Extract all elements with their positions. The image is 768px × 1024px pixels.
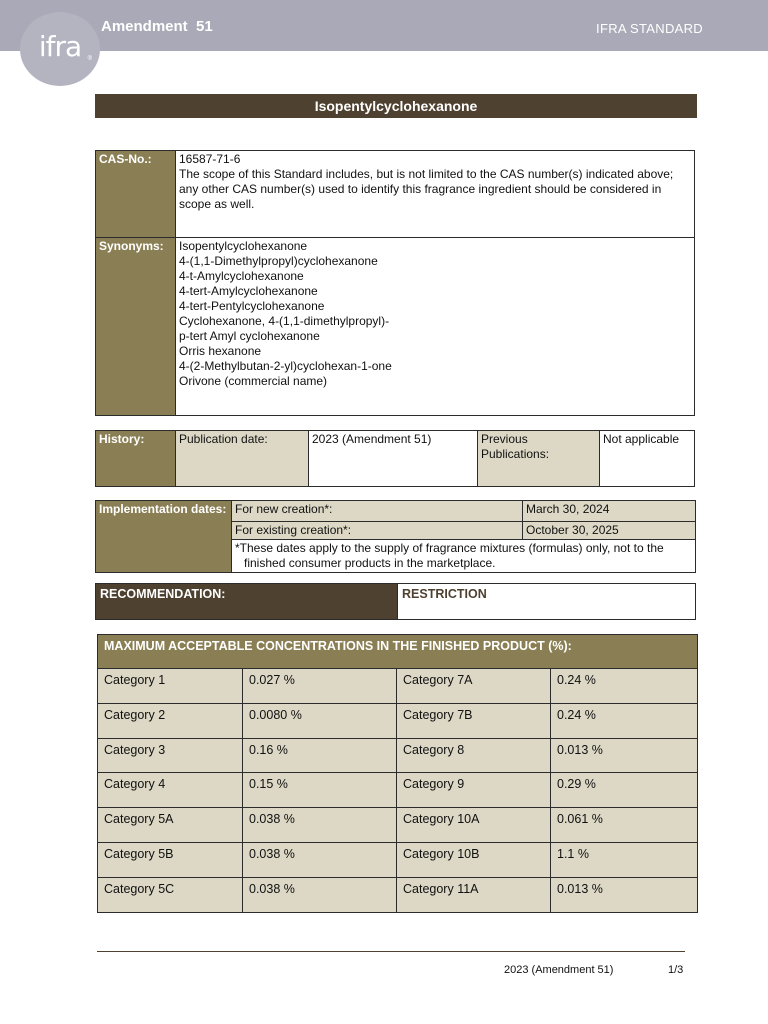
synonym-item: Cyclohexanone, 4-(1,1-dimethylpropyl)- (179, 314, 390, 328)
category-name: Category 1 (98, 669, 243, 704)
new-creation-label: For new creation*: (232, 501, 523, 522)
history-label: History: (96, 431, 176, 487)
note-line-2: finished consumer products in the marketplace. (244, 556, 496, 570)
amendment-label: Amendment 51 (101, 18, 213, 35)
category-value: 0.027 % (243, 669, 397, 704)
synonym-item: Orivone (commercial name) (179, 374, 328, 388)
table-row (98, 704, 698, 739)
ifra-logo (20, 12, 100, 86)
concentration-table (97, 634, 698, 913)
category-name: Category 9 (397, 773, 551, 808)
category-name: Category 5B (98, 843, 243, 878)
category-name: Category 7B (397, 704, 551, 739)
implementation-table (95, 500, 696, 573)
cas-synonyms-table (95, 150, 695, 416)
synonym-item: 4-(1,1-Dimethylpropyl)cyclohexanone (179, 254, 378, 268)
table-row (98, 808, 698, 843)
cas-label: CAS-No.: (96, 151, 176, 238)
category-value: 0.24 % (551, 669, 698, 704)
existing-creation-label: For existing creation*: (232, 522, 523, 540)
note-line-1: *These dates apply to the supply of fragrance mixtures (formulas) only, not to the (235, 541, 664, 555)
table-row (98, 878, 698, 913)
category-name: Category 7A (397, 669, 551, 704)
category-name: Category 10A (397, 808, 551, 843)
cas-number: 16587-71-6 (179, 152, 241, 166)
synonyms-label: Synonyms: (96, 238, 176, 416)
concentration-title: MAXIMUM ACCEPTABLE CONCENTRATIONS IN THE FINISHED PRODUCT (%): (98, 635, 698, 669)
new-creation-date: March 30, 2024 (523, 501, 696, 522)
category-value: 0.0080 % (243, 704, 397, 739)
recommendation-table (95, 583, 696, 620)
category-name: Category 8 (397, 739, 551, 773)
category-value: 1.1 % (551, 843, 698, 878)
table-row (98, 739, 698, 773)
logo-registered-mark: ® (87, 56, 92, 62)
synonym-item: Isopentylcyclohexanone (179, 239, 308, 253)
synonym-item: 4-t-Amylcyclohexanone (179, 269, 304, 283)
recommendation-value: RESTRICTION (398, 584, 696, 620)
category-name: Category 2 (98, 704, 243, 739)
synonyms-list (176, 238, 695, 416)
category-value: 0.013 % (551, 739, 698, 773)
category-name: Category 4 (98, 773, 243, 808)
cas-cell (176, 151, 695, 238)
category-name: Category 5C (98, 878, 243, 913)
category-value: 0.038 % (243, 878, 397, 913)
standard-label: IFRA STANDARD (596, 21, 703, 36)
category-name: Category 11A (397, 878, 551, 913)
category-value: 0.24 % (551, 704, 698, 739)
category-value: 0.16 % (243, 739, 397, 773)
category-value: 0.061 % (551, 808, 698, 843)
page-number: 1/3 (668, 964, 684, 976)
synonym-item: Orris hexanone (179, 344, 262, 358)
previous-publications-value: Not applicable (600, 431, 695, 487)
cas-scope-text: The scope of this Standard includes, but is not limited to the CAS number(s) indicated above; any other CAS number(s) used to identify this fragrance ingredient should be considered in scope as well. (179, 167, 674, 211)
history-table (95, 430, 695, 487)
table-row (98, 669, 698, 704)
implementation-note (232, 540, 696, 573)
category-value: 0.29 % (551, 773, 698, 808)
previous-publications-label: Previous Publications: (478, 431, 600, 487)
logo-text: ifra (38, 30, 82, 63)
page-title: Isopentylcyclohexanone (95, 94, 697, 118)
category-name: Category 10B (397, 843, 551, 878)
publication-date-label: Publication date: (176, 431, 309, 487)
synonym-item: 4-(2-Methylbutan-2-yl)cyclohexan-1-one (179, 359, 392, 373)
category-value: 0.038 % (243, 808, 397, 843)
synonym-item: p-tert Amyl cyclohexanone (179, 329, 320, 343)
category-name: Category 3 (98, 739, 243, 773)
category-name: Category 5A (98, 808, 243, 843)
synonym-item: 4-tert-Pentylcyclohexanone (179, 299, 325, 313)
implementation-label: Implementation dates: (96, 501, 232, 573)
table-row (98, 773, 698, 808)
category-value: 0.15 % (243, 773, 397, 808)
publication-date-value: 2023 (Amendment 51) (309, 431, 478, 487)
footer-amendment: 2023 (Amendment 51) (504, 964, 614, 976)
synonym-item: 4-tert-Amylcyclohexanone (179, 284, 318, 298)
recommendation-label: RECOMMENDATION: (96, 584, 398, 620)
footer-divider (97, 951, 685, 952)
existing-creation-date: October 30, 2025 (523, 522, 696, 540)
category-value: 0.013 % (551, 878, 698, 913)
category-value: 0.038 % (243, 843, 397, 878)
table-row (98, 843, 698, 878)
